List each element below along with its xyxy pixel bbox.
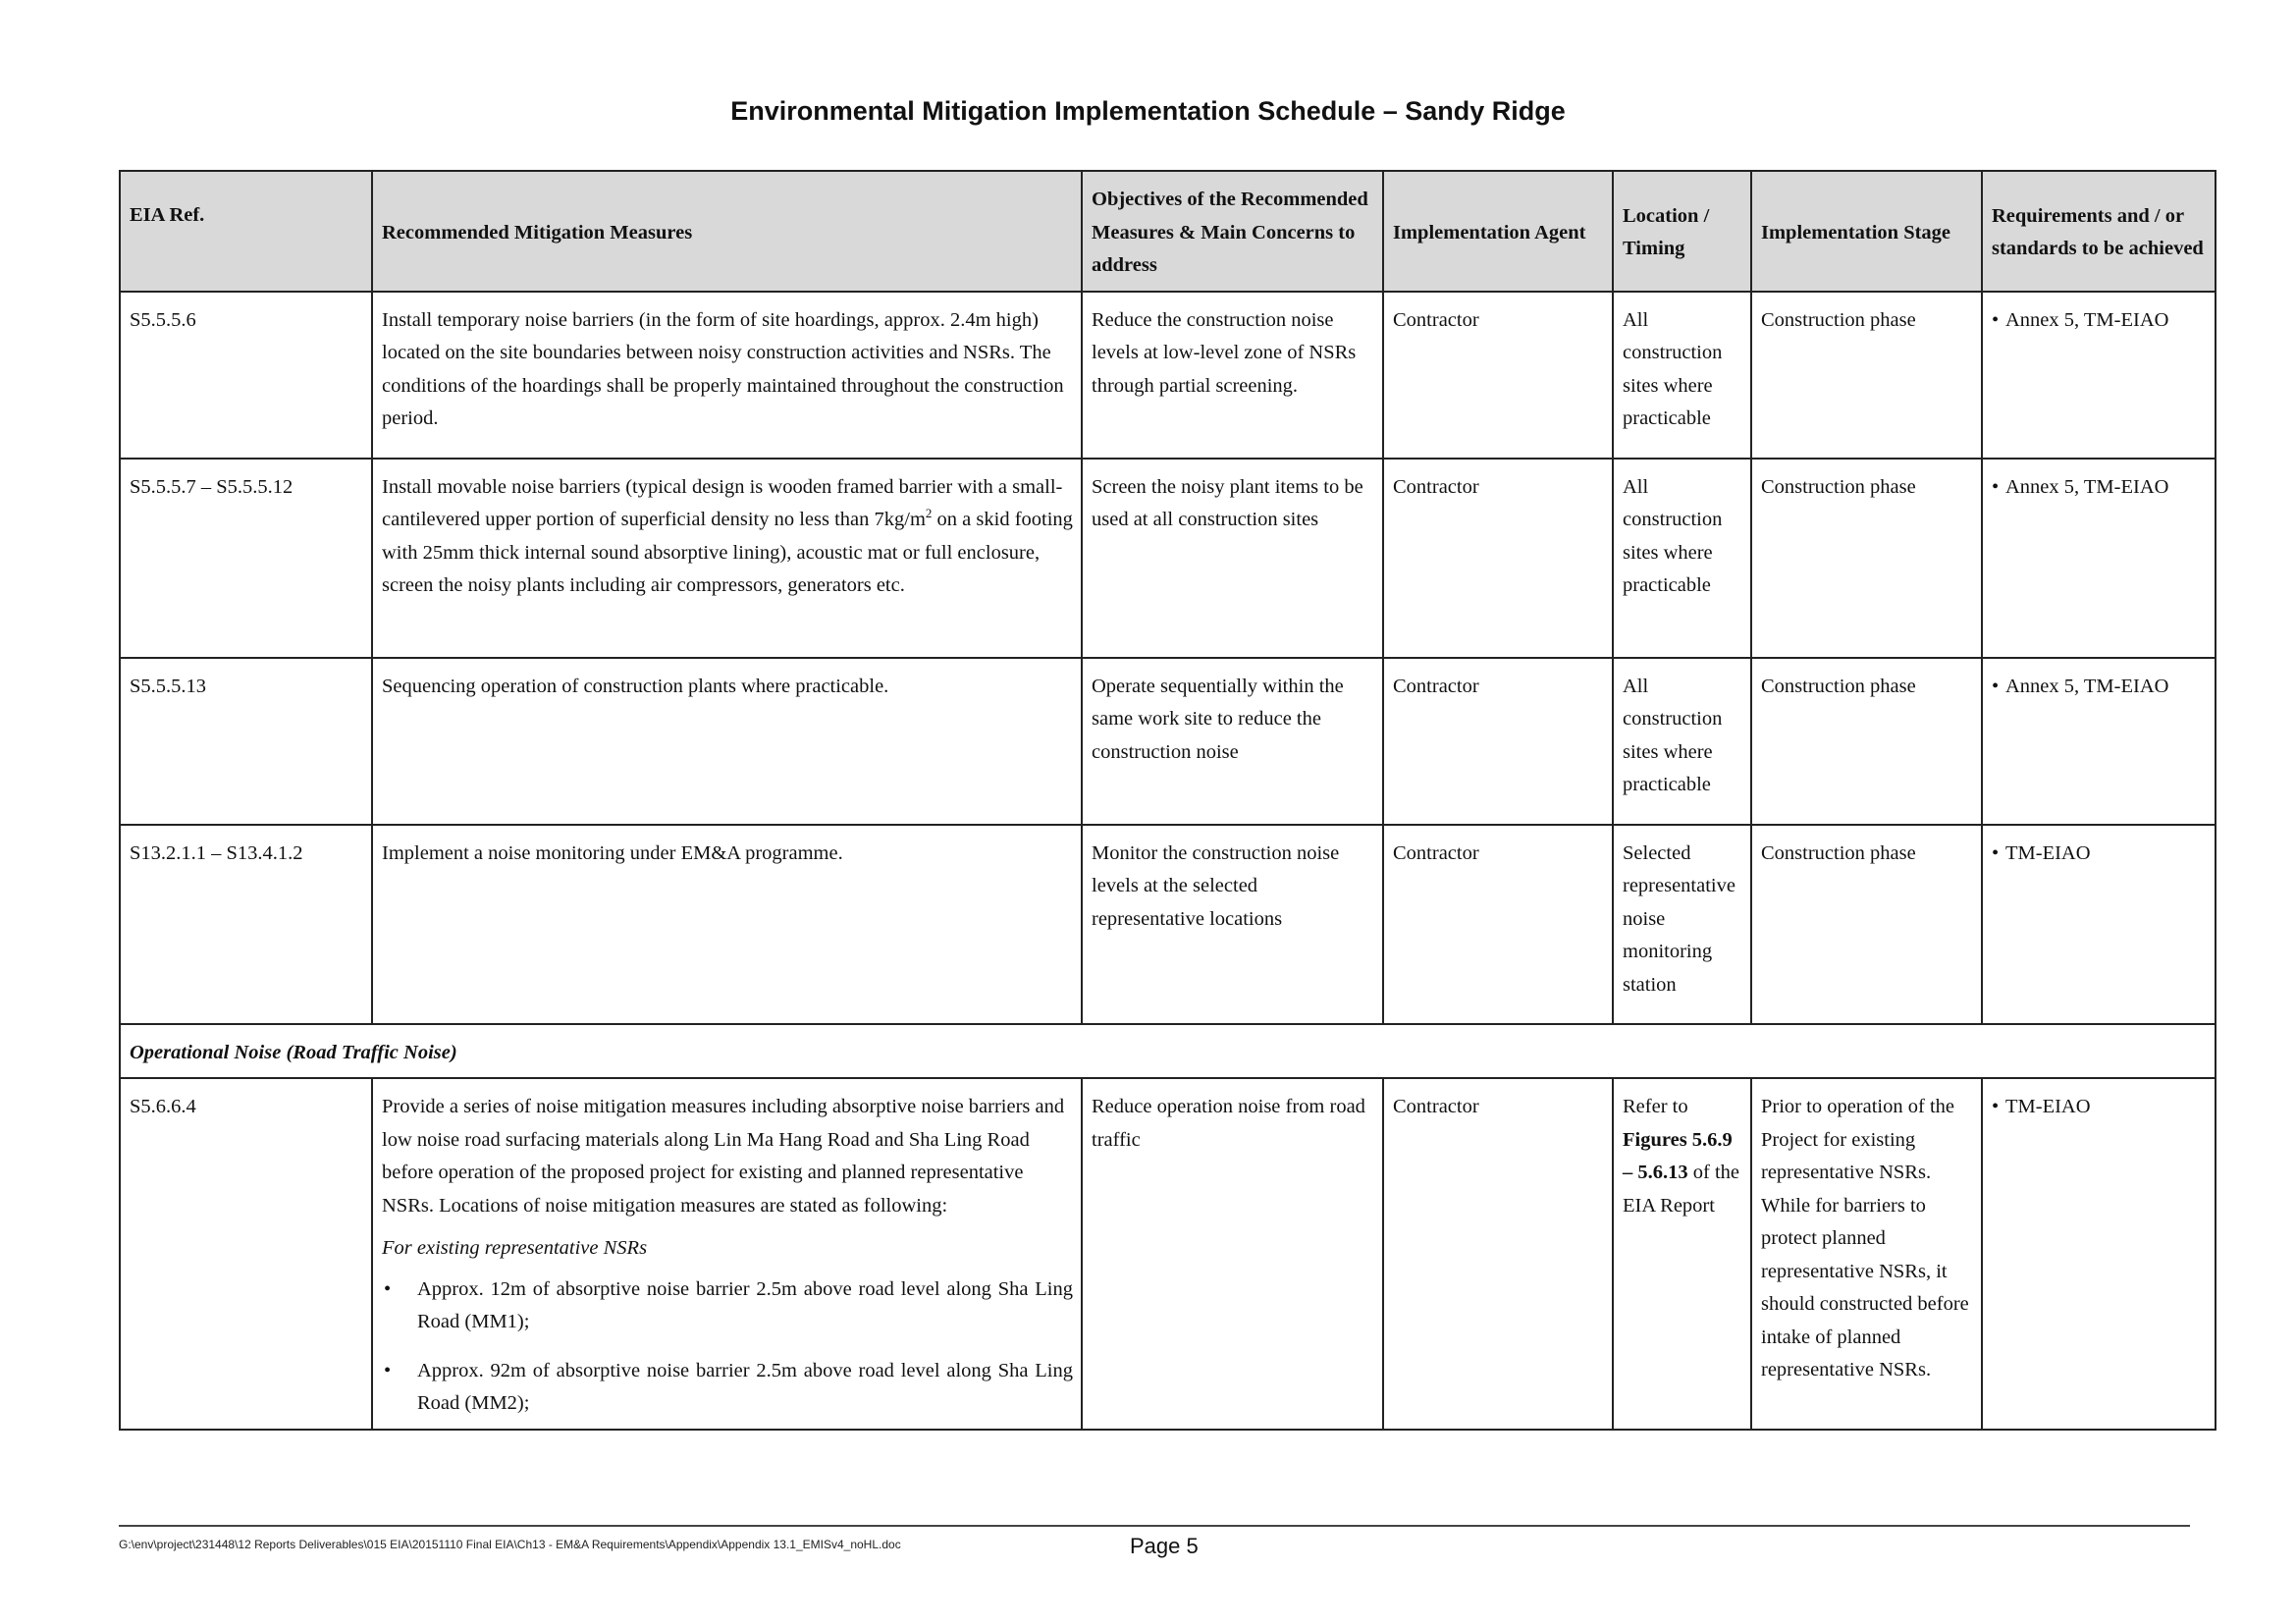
header-agent: Implementation Agent bbox=[1383, 171, 1613, 292]
location-text: of the EIA Report bbox=[1623, 1162, 1739, 1217]
objective-cell: Reduce the construction noise levels at low-level zone of NSRs through partial screening. bbox=[1082, 292, 1383, 459]
table-row bbox=[120, 658, 2216, 825]
eia-ref-cell: S5.5.5.6 bbox=[120, 292, 372, 459]
requirement-item: • Annex 5, TM-EIAO bbox=[1992, 671, 2207, 704]
header-location: Location / Timing bbox=[1613, 171, 1751, 292]
requirement-item: • Annex 5, TM-EIAO bbox=[1992, 304, 2207, 338]
eia-ref-cell: S5.5.5.13 bbox=[120, 658, 372, 825]
measure-cell: Implement a noise monitoring under EM&A programme. bbox=[372, 825, 1082, 1024]
requirement-cell bbox=[1982, 292, 2216, 459]
header-objectives: Objectives of the Recommended Measures & Main Concerns to address bbox=[1082, 171, 1383, 292]
objective-cell: Reduce operation noise from road traffic bbox=[1082, 1078, 1383, 1430]
header-row bbox=[120, 171, 2216, 292]
stage-cell: Construction phase bbox=[1751, 658, 1982, 825]
objective-cell: Monitor the construction noise levels at the selected representative locations bbox=[1082, 825, 1383, 1024]
stage-cell: Construction phase bbox=[1751, 292, 1982, 459]
superscript: 2 bbox=[925, 506, 933, 521]
requirement-item: • TM-EIAO bbox=[1992, 838, 2207, 871]
location-text: Refer to bbox=[1623, 1096, 1688, 1117]
header-measures: Recommended Mitigation Measures bbox=[372, 171, 1082, 292]
requirement-cell bbox=[1982, 825, 2216, 1024]
list-item: • Approx. 92m of absorptive noise barrier 2.5m above road level along Sha Ling Road (MM2); bbox=[382, 1355, 1073, 1421]
location-cell bbox=[1613, 1078, 1751, 1430]
stage-cell: Construction phase bbox=[1751, 825, 1982, 1024]
table-row bbox=[120, 459, 2216, 658]
requirement-cell bbox=[1982, 459, 2216, 658]
measure-text: on a skid footing with 25mm thick internal sound absorptive lining), acoustic mat or full enclosure, screen the noisy plants including air compressors, generators etc. bbox=[382, 509, 1073, 596]
section-heading: Operational Noise (Road Traffic Noise) bbox=[120, 1024, 2216, 1079]
eia-ref-cell: S5.6.6.4 bbox=[120, 1078, 372, 1430]
page-number: Page 5 bbox=[1130, 1534, 1199, 1558]
page-title: Environmental Mitigation Implementation Schedule – Sandy Ridge bbox=[730, 96, 1566, 126]
measure-text: Provide a series of noise mitigation measures including absorptive noise barriers and low noise road surfacing materials along Lin Ma Hang Road and Sha Ling Road before operation of the proposed project for existing and planned representative NSRs. Locations of noise mitigation measures are stated as following: bbox=[382, 1096, 1065, 1217]
requirement-item: • Annex 5, TM-EIAO bbox=[1992, 471, 2207, 505]
header-requirements: Requirements and / or standards to be achieved bbox=[1982, 171, 2216, 292]
measure-cell bbox=[372, 459, 1082, 658]
agent-cell: Contractor bbox=[1383, 292, 1613, 459]
table-row bbox=[120, 292, 2216, 459]
table-row bbox=[120, 825, 2216, 1024]
figure-reference: Figures 5.6.9 – 5.6.13 bbox=[1623, 1128, 1733, 1183]
stage-cell: Prior to operation of the Project for existing representative NSRs. While for barriers to protect planned representative NSRs, it should constructed before intake of planned representative NSRs. bbox=[1751, 1078, 1982, 1430]
location-cell: All construction sites where practicable bbox=[1613, 459, 1751, 658]
measure-cell: Sequencing operation of construction plants where practicable. bbox=[372, 658, 1082, 825]
measure-list bbox=[382, 1273, 1073, 1421]
requirement-cell bbox=[1982, 658, 2216, 825]
mitigation-schedule-table bbox=[119, 170, 2216, 1431]
eia-ref-cell: S13.2.1.1 – S13.4.1.2 bbox=[120, 825, 372, 1024]
eia-ref-cell: S5.5.5.7 – S5.5.5.12 bbox=[120, 459, 372, 658]
stage-cell: Construction phase bbox=[1751, 459, 1982, 658]
agent-cell: Contractor bbox=[1383, 825, 1613, 1024]
footer-divider bbox=[119, 1525, 2190, 1527]
requirement-cell bbox=[1982, 1078, 2216, 1430]
list-item: • Approx. 12m of absorptive noise barrier 2.5m above road level along Sha Ling Road (MM1); bbox=[382, 1273, 1073, 1339]
agent-cell: Contractor bbox=[1383, 459, 1613, 658]
objective-cell: Operate sequentially within the same work site to reduce the construction noise bbox=[1082, 658, 1383, 825]
agent-cell: Contractor bbox=[1383, 658, 1613, 825]
objective-cell: Screen the noisy plant items to be used at all construction sites bbox=[1082, 459, 1383, 658]
measure-cell bbox=[372, 1078, 1082, 1430]
table-row bbox=[120, 1078, 2216, 1430]
location-cell: All construction sites where practicable bbox=[1613, 658, 1751, 825]
measure-text: Install movable noise barriers (typical design is wooden framed barrier with a small-cantilevered upper portion of superficial density no less than 7kg/m bbox=[382, 475, 1063, 530]
footer-file-path: G:\env\project\231448\12 Reports Deliverables\015 EIA\20151110 Final EIA\Ch13 - EM&A Requirements\Appendix\Appendix 13.1_EMISv4_noHL.doc bbox=[119, 1538, 901, 1551]
sub-heading: For existing representative NSRs bbox=[382, 1237, 648, 1259]
requirement-item: • TM-EIAO bbox=[1992, 1091, 2207, 1124]
header-stage: Implementation Stage bbox=[1751, 171, 1982, 292]
location-cell: Selected representative noise monitoring station bbox=[1613, 825, 1751, 1024]
measure-cell: Install temporary noise barriers (in the form of site hoardings, approx. 2.4m high) located on the site boundaries between noisy construction activities and NSRs. The conditions of the hoardings shall be properly maintained throughout the construction period. bbox=[372, 292, 1082, 459]
section-row bbox=[120, 1024, 2216, 1079]
header-eia-ref: EIA Ref. bbox=[120, 171, 372, 292]
agent-cell: Contractor bbox=[1383, 1078, 1613, 1430]
location-cell: All construction sites where practicable bbox=[1613, 292, 1751, 459]
